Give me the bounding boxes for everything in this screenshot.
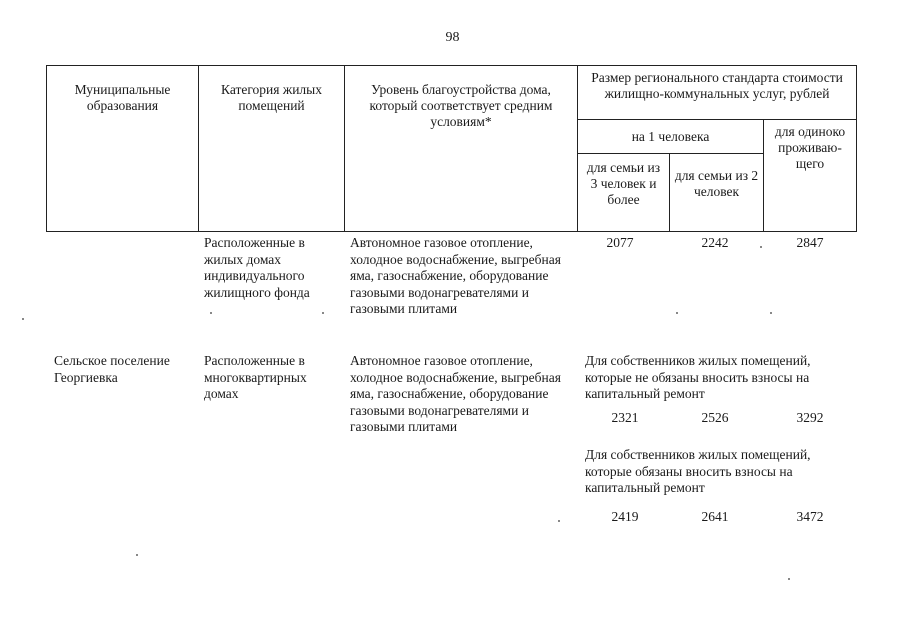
- page-number: 98: [445, 30, 460, 45]
- row2-value1-family3: 2321: [611, 410, 639, 425]
- table-header: [46, 65, 857, 232]
- row1-level: Автономное газовое отопление, холодное водоснабжение, выгребная яма, газоснабжение, оборудование газовыми водонагревателями и газовыми плитами: [350, 235, 561, 316]
- header-category: Категория жилых помещений: [199, 66, 345, 232]
- scan-speck: [788, 578, 790, 580]
- scan-speck: [760, 246, 762, 248]
- scan-speck: [676, 312, 678, 314]
- row2-value1-family2: 2526: [701, 410, 729, 425]
- header-per-person: на 1 человека: [578, 120, 764, 154]
- scan-speck: [770, 312, 772, 314]
- row1-value-family3: 2077: [606, 235, 634, 250]
- row1-value-single: 2847: [796, 235, 824, 250]
- header-municipality: Муниципальные образования: [47, 66, 199, 232]
- scan-speck: [22, 318, 24, 320]
- row1-category: Расположенные в жилых домах индивидуального жилищного фонда: [204, 235, 310, 300]
- row2-value2-single: 3472: [796, 509, 824, 524]
- header-family3: для семьи из 3 человек и более: [578, 154, 670, 232]
- row2-value2-family3: 2419: [611, 509, 639, 524]
- row2-category: Расположенные в многоквартирных домах: [204, 353, 307, 401]
- row1-value-family2: 2242: [701, 235, 729, 250]
- scan-speck: [558, 520, 560, 522]
- row2-note-no-capital-repair: Для собственников жилых помещений, которые не обязаны вносить взносы на капитальный ремонт: [585, 353, 811, 401]
- row2-level: Автономное газовое отопление, холодное водоснабжение, выгребная яма, газоснабжение, оборудование газовыми водонагревателями и газовыми плитами: [350, 353, 561, 434]
- header-single: для одиноко проживаю-щего: [764, 120, 857, 232]
- header-level: Уровень благоустройства дома, который соответствует средним условиям*: [345, 66, 578, 232]
- scan-speck: [322, 312, 324, 314]
- row2-value1-single: 3292: [796, 410, 824, 425]
- scan-speck: [210, 312, 212, 314]
- row2-value2-family2: 2641: [701, 509, 729, 524]
- header-standard: Размер регионального стандарта стоимости жилищно-коммунальных услуг, рублей: [578, 66, 857, 120]
- scan-speck: [136, 554, 138, 556]
- header-family2: для семьи из 2 человек: [670, 154, 764, 232]
- row2-municipality: Сельское поселение Георгиевка: [54, 353, 170, 385]
- row2-note-capital-repair: Для собственников жилых помещений, которые обязаны вносить взносы на капитальный ремонт: [585, 447, 811, 495]
